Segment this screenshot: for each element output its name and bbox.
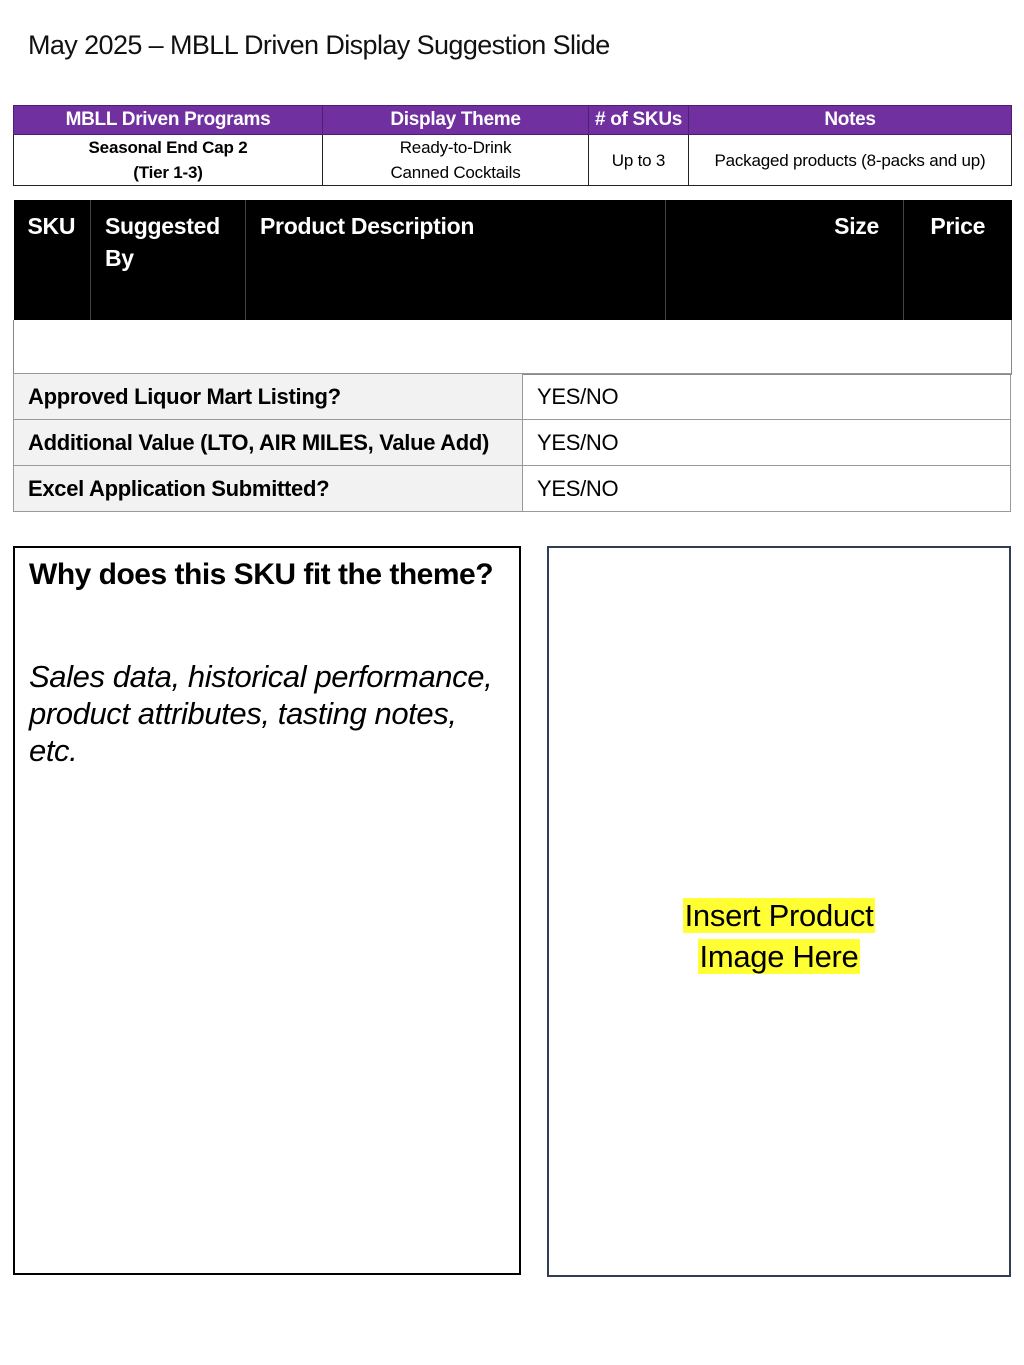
sku-table (13, 200, 1012, 375)
program-table-row (14, 135, 1012, 186)
header-theme: Display Theme (323, 106, 589, 135)
program-tier: (Tier 1-3) (133, 163, 203, 182)
program-name: Seasonal End Cap 2 (88, 138, 248, 157)
checklist-row-excel (14, 466, 1011, 512)
sku-table-header (14, 200, 1012, 320)
checklist-row-value (14, 420, 1011, 466)
header-notes: Notes (689, 106, 1012, 135)
program-table-header (14, 106, 1012, 135)
answer-listing[interactable]: YES/NO (523, 374, 1011, 420)
cell-program[interactable] (14, 135, 323, 186)
header-suggested-by-line1: Suggested (105, 213, 220, 239)
header-suggested-by-line2: By (105, 245, 134, 271)
question-excel: Excel Application Submitted? (14, 466, 523, 512)
why-fit-hint: Sales data, historical performance, product attributes, tasting notes, etc. (29, 659, 493, 768)
header-sku: SKU (14, 200, 91, 320)
question-additional-value: Additional Value (LTO, AIR MILES, Value Add) (14, 420, 523, 466)
theme-line2: Canned Cocktails (390, 163, 521, 182)
sku-entry-row[interactable] (14, 320, 1012, 375)
header-size: Size (666, 200, 904, 320)
theme-line1: Ready-to-Drink (399, 138, 512, 157)
page-title: May 2025 – MBLL Driven Display Suggestion Slide (28, 30, 610, 60)
cell-notes[interactable]: Packaged products (8-packs and up) (689, 135, 1012, 186)
answer-excel[interactable]: YES/NO (523, 466, 1011, 512)
product-image-placeholder[interactable] (547, 546, 1011, 1277)
image-placeholder-line2: Image Here (699, 939, 859, 974)
header-suggested-by (91, 200, 246, 320)
program-table (13, 105, 1012, 186)
sku-entry-cell[interactable] (14, 320, 1012, 375)
why-fit-title: Why does this SKU fit the theme? (29, 558, 494, 591)
header-description: Product Description (246, 200, 666, 320)
question-listing: Approved Liquor Mart Listing? (14, 374, 523, 420)
image-placeholder-line1: Insert Product (684, 898, 874, 933)
header-sku-count: # of SKUs (589, 106, 689, 135)
checklist-table (13, 373, 1011, 512)
image-placeholder-text (549, 895, 1009, 977)
header-programs: MBLL Driven Programs (14, 106, 323, 135)
cell-sku-count[interactable]: Up to 3 (589, 135, 689, 186)
cell-theme[interactable] (323, 135, 589, 186)
why-fit-box[interactable] (13, 546, 521, 1275)
answer-additional-value[interactable]: YES/NO (523, 420, 1011, 466)
header-price: Price (904, 200, 1012, 320)
checklist-row-listing (14, 374, 1011, 420)
